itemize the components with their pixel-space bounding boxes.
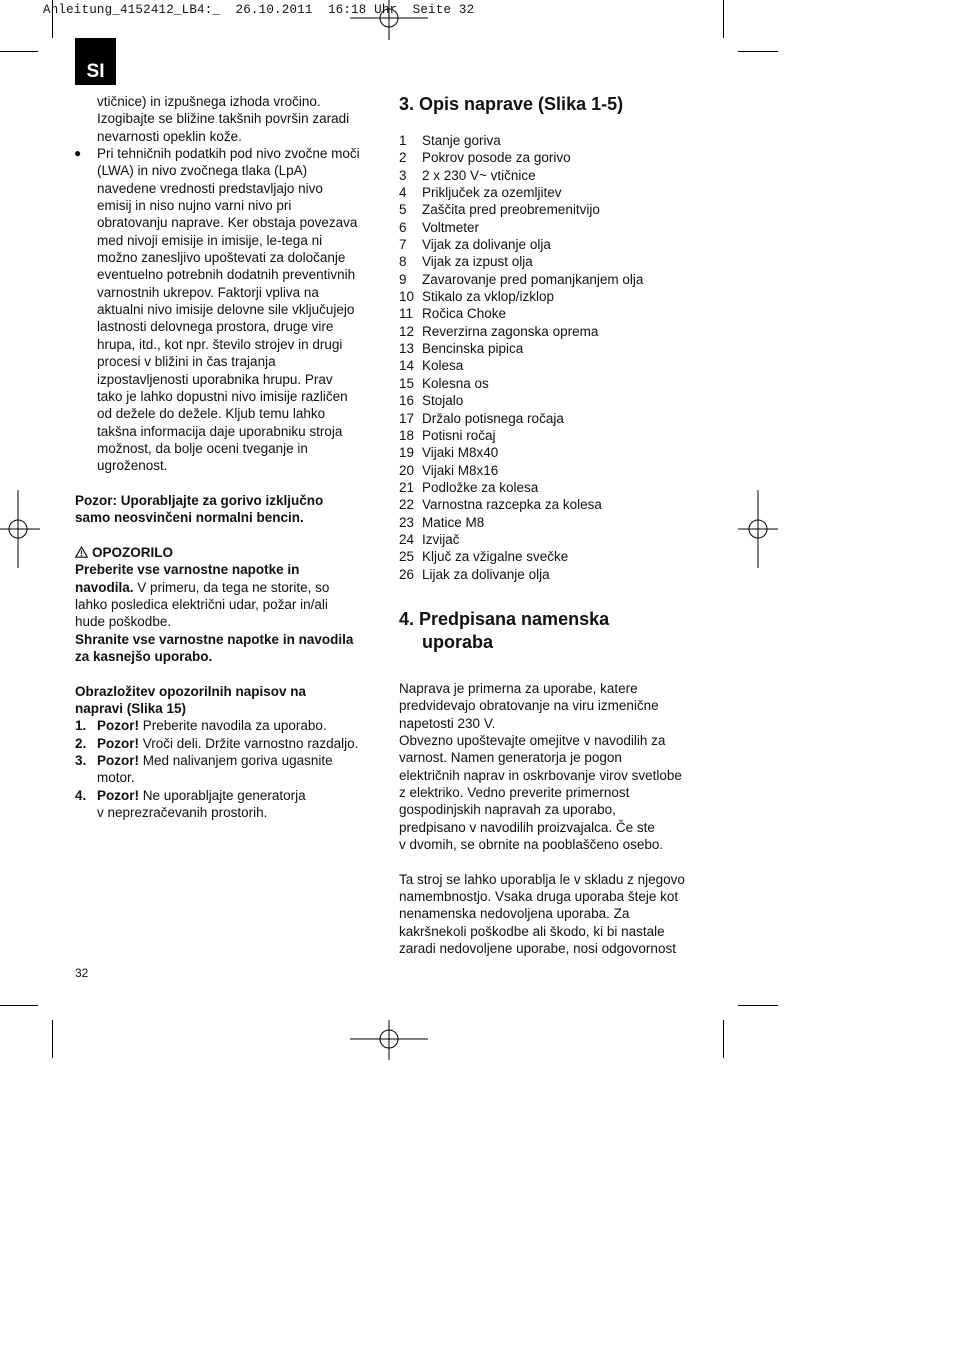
list-item: 3 2 x 230 V~ vtičnice [399, 167, 536, 183]
text-line: v dvomih, se obrnite na pooblaščeno osebo. [399, 837, 664, 853]
text-line: namembnostjo. Vsaka druga uporaba šteje kot [399, 889, 679, 905]
text-line: napravi (Slika 15) [75, 701, 187, 717]
text-line: samo neosvinčeni normalni bencin. [75, 510, 304, 526]
list-item: 6 Voltmeter [399, 219, 480, 235]
list-item: 17 Držalo potisnega ročaja [399, 410, 564, 426]
list-item: 8 Vijak za izpust olja [399, 254, 533, 270]
text-line: nenamenska nedovoljena uporaba. Za [399, 906, 630, 922]
text-line: varnost. Namen generatorja je pogon [399, 750, 622, 766]
usage-paragraph [399, 871, 714, 958]
text-line: eventuelno potrebnih dodatnih preventivnih [97, 267, 356, 283]
text-line: napetosti 230 V. [399, 715, 496, 731]
text-line: nevarnosti opeklin kože. [97, 128, 242, 144]
list-item: 3. Pozor! Med nalivanjem goriva ugasnite motor. [75, 753, 333, 786]
text-line: procesi v bližini in čas trajanja [97, 354, 276, 370]
page-number: 32 [75, 966, 89, 980]
text-line: Preberite vse varnostne napotke in [75, 562, 300, 578]
list-item: 1 Stanje goriva [399, 133, 501, 148]
text-line: Ta stroj se lahko uporablja le v skladu z njegovo [399, 871, 685, 887]
section-heading-4: 4. Predpisana namenska uporaba [399, 608, 610, 652]
list-item: 16 Stojalo [399, 393, 464, 409]
crop-mark [738, 51, 778, 52]
text-line: za kasnejšo uporabo. [75, 649, 213, 664]
crop-mark [738, 1005, 778, 1006]
text-line: navedene vrednosti predstavljajo nivo [97, 180, 323, 196]
list-item: 13 Bencinska pipica [399, 341, 524, 357]
text-line: Shranite vse varnostne napotke in navodila [75, 631, 354, 647]
list-item: 10 Stikalo za vklop/izklop [399, 289, 555, 305]
list-item: 2 Pokrov posode za gorivo [399, 150, 571, 166]
list-item: 20 Vijaki M8x16 [399, 462, 499, 478]
text-line: med nivoji emisije in imisije, le-tega ni [97, 232, 323, 248]
text-line: od dežele do dežele. Kljub temu lahko [97, 406, 326, 422]
list-item: 22 Varnostna razcepka za kolesa [399, 497, 602, 513]
crop-mark [0, 51, 38, 52]
list-item: 21 Podložke za kolesa [399, 479, 539, 495]
warning-triangle-icon [75, 546, 88, 558]
text-line: lahko posledica električni udar, požar in/ali [75, 596, 328, 612]
text-line: Naprava je primerna za uporabe, katere [399, 680, 638, 696]
parts-list [399, 132, 714, 583]
list-item: 15 Kolesna os [399, 375, 489, 391]
text-line: lastnosti delovnega prostora, druge vire [97, 319, 334, 335]
text-line: ugroženost. [97, 458, 168, 474]
text-line: emisij in niso nujno varni nivo pri [97, 198, 292, 214]
text-line: Izogibajte se bližine takšnih površin zaradi [97, 111, 350, 127]
text-line: aktualni nivo imisije delovne sile vključujejo [97, 302, 355, 318]
list-item: 1. Pozor! Preberite navodila za uporabo. [75, 718, 327, 734]
section-heading-3: 3. Opis naprave (Slika 1-5) [399, 94, 624, 114]
text-line: Obrazložitev opozorilnih napisov na [75, 683, 307, 699]
list-item: 19 Vijaki M8x40 [399, 445, 499, 461]
bullet-paragraph [75, 145, 380, 475]
text-line: tako je lahko dopustni nivo imisije različen [97, 388, 348, 404]
text-line: hude poškodbe. [75, 614, 172, 630]
text-line: navodila. V primeru, da tega ne storite, so [75, 579, 330, 595]
list-item: 7 Vijak za dolivanje olja [399, 237, 551, 253]
list-item: 26 Lijak za dolivanje olja [399, 566, 550, 582]
warning-heading: OPOZORILO [75, 544, 380, 561]
registration-mark-left [0, 490, 40, 568]
list-item: 12 Reverzirna zagonska oprema [399, 323, 599, 339]
text-line: možno zanesljivo upoštevati za določanje [97, 250, 346, 266]
list-item: 5 Zaščita pred preobremenitvijo [399, 202, 600, 218]
list-item: 23 Matice M8 [399, 514, 485, 530]
crop-mark [723, 1020, 724, 1058]
list-item: 24 Izvijač [399, 531, 460, 547]
crop-mark [0, 1005, 38, 1006]
label-explanation [75, 683, 380, 822]
text-line: vtičnice) in izpušnega izhoda vročino. [97, 94, 321, 109]
continued-paragraph [75, 93, 380, 145]
language-code: SI [86, 61, 105, 82]
print-slug: Anleitung_4152412_LB4:_ 26.10.2011 16:18 Uhr Seite 32 [43, 3, 475, 17]
text-line: predvidevajo obratovanje na viru izmenične [399, 698, 659, 714]
list-item: 18 Potisni ročaj [399, 427, 496, 443]
list-item: 25 Ključ za vžigalne svečke [399, 549, 569, 565]
text-line: obratovanju naprave. Ker obstaja povezava [97, 215, 358, 231]
crop-mark [723, 0, 724, 38]
left-column [75, 93, 380, 821]
list-item: 11 Ročica Choke [399, 306, 507, 322]
intended-use-paragraph [399, 680, 714, 853]
bullet-icon: ● [74, 146, 82, 161]
text-line: varnostnih ukrepov. Faktorji vpliva na [97, 284, 319, 300]
text-line: kakršnekoli poškodbe ali škodo, ki bi nastale [399, 923, 665, 939]
text-line: predpisano v navodilih proizvajalca. Če ste [399, 819, 655, 835]
list-item: 4. Pozor! Ne uporabljajte generatorja v neprezračevanih prostorih. [75, 787, 306, 821]
text-line: Pozor: Uporabljajte za gorivo izključno [75, 492, 324, 508]
text-line: električnih naprav in oskrbovanje virov svetlobe [399, 767, 682, 783]
registration-mark-bottom [350, 1020, 428, 1060]
text-line: možnost, da bolje oceni tveganje in [97, 440, 308, 456]
text-line: izpostavljenosti uporabnika hrupu. Prav [97, 371, 333, 387]
registration-mark-right [738, 490, 778, 568]
right-column [399, 93, 714, 957]
text-line: takšna informacija daje uporabniku stroja [97, 423, 343, 439]
crop-mark [52, 1020, 53, 1058]
list-item: 14 Kolesa [399, 358, 464, 374]
fuel-warning [75, 492, 380, 527]
text-line: (LWA) in nivo zvočnega tlaka (LpA) [97, 163, 308, 179]
text-line: gospodinjskih napravah za uporabo, [399, 802, 616, 818]
warning-block [75, 544, 380, 665]
text-line: zaradi nedovoljene uporabe, nosi odgovornost [399, 941, 676, 957]
list-item: 4 Priključek za ozemljitev [399, 185, 562, 201]
text-line: hrupa, itd., kot npr. število strojev in drugi [97, 336, 343, 352]
list-item: 9 Zavarovanje pred pomanjkanjem olja [399, 271, 644, 287]
text-line: Pri tehničnih podatkih pod nivo zvočne moči [97, 146, 360, 162]
list-item: 2. Pozor! Vroči deli. Držite varnostno razdaljo. [75, 735, 359, 751]
text-line: z elektriko. Vedno preverite primernost [399, 785, 630, 800]
text-line: Obvezno upoštevajte omejitve v navodilih za [399, 732, 666, 748]
language-tab [75, 38, 116, 85]
